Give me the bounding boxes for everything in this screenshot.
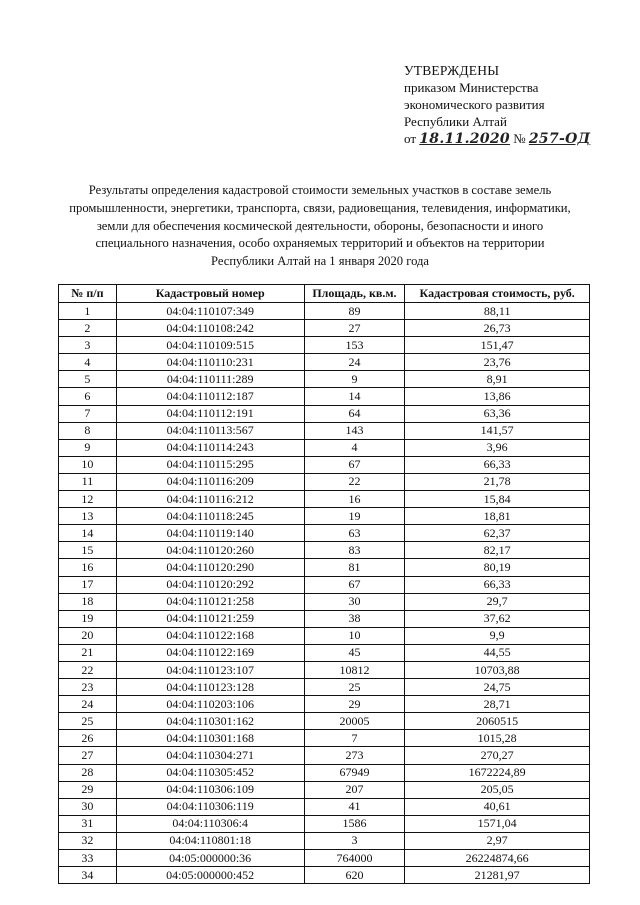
area-sqm: 10812 — [304, 661, 405, 678]
cadastral-number: 04:04:110109:515 — [116, 337, 304, 354]
table-row — [59, 764, 590, 781]
header-cadastral-value: Кадастровая стоимость, руб. — [405, 285, 590, 303]
row-index: 13 — [59, 508, 117, 525]
table-row — [59, 798, 590, 815]
cadastral-number: 04:04:110123:128 — [116, 679, 304, 696]
row-index: 32 — [59, 832, 117, 849]
cadastral-value: 141,57 — [405, 422, 590, 439]
area-sqm: 1586 — [304, 815, 405, 832]
area-sqm: 9 — [304, 371, 405, 388]
cadastral-value: 23,76 — [405, 354, 590, 371]
row-index: 20 — [59, 627, 117, 644]
cadastral-number: 04:05:000000:452 — [116, 867, 304, 884]
title-line: специального назначения, особо охраняемых территорий и объектов на территории — [95, 236, 545, 251]
header-index: № п/п — [59, 285, 117, 303]
cadastral-value: 28,71 — [405, 696, 590, 713]
cadastral-value: 44,55 — [405, 644, 590, 661]
cadastral-value: 40,61 — [405, 798, 590, 815]
table-row — [59, 815, 590, 832]
cadastral-number: 04:04:110121:258 — [116, 593, 304, 610]
row-index: 12 — [59, 491, 117, 508]
area-sqm: 30 — [304, 593, 405, 610]
cadastral-value: 10703,88 — [405, 661, 590, 678]
table-row — [59, 559, 590, 576]
row-index: 34 — [59, 867, 117, 884]
cadastral-number: 04:04:110306:119 — [116, 798, 304, 815]
area-sqm: 67 — [304, 456, 405, 473]
area-sqm: 25 — [304, 679, 405, 696]
cadastral-value: 9,9 — [405, 627, 590, 644]
approval-line-ministry: приказом Министерства — [404, 80, 539, 95]
table-row — [59, 832, 590, 849]
row-index: 5 — [59, 371, 117, 388]
cadastral-value: 66,33 — [405, 576, 590, 593]
table-row — [59, 644, 590, 661]
document-title — [40, 182, 600, 271]
table-row — [59, 405, 590, 422]
row-index: 33 — [59, 850, 117, 867]
table-row — [59, 473, 590, 490]
approval-title: УТВЕРЖДЕНЫ — [404, 63, 500, 78]
cadastral-value: 2060515 — [405, 713, 590, 730]
table-row — [59, 713, 590, 730]
row-index: 7 — [59, 405, 117, 422]
area-sqm: 7 — [304, 730, 405, 747]
cadastral-number: 04:04:110306:4 — [116, 815, 304, 832]
row-index: 29 — [59, 781, 117, 798]
cadastral-value: 13,86 — [405, 388, 590, 405]
handwritten-date: 18.11.2020 — [419, 131, 510, 147]
cadastral-number: 04:04:110122:169 — [116, 644, 304, 661]
handwritten-order-number: 257-ОД — [528, 131, 591, 147]
cadastral-value: 62,37 — [405, 525, 590, 542]
area-sqm: 143 — [304, 422, 405, 439]
row-index: 3 — [59, 337, 117, 354]
cadastral-value-table — [58, 284, 590, 884]
row-index: 26 — [59, 730, 117, 747]
order-line — [404, 130, 590, 148]
table-row — [59, 576, 590, 593]
header-area: Площадь, кв.м. — [304, 285, 405, 303]
cadastral-value: 80,19 — [405, 559, 590, 576]
row-index: 25 — [59, 713, 117, 730]
cadastral-value: 18,81 — [405, 508, 590, 525]
row-index: 24 — [59, 696, 117, 713]
table-row — [59, 696, 590, 713]
cadastral-value: 1672224,89 — [405, 764, 590, 781]
row-index: 2 — [59, 320, 117, 337]
area-sqm: 81 — [304, 559, 405, 576]
cadastral-value: 24,75 — [405, 679, 590, 696]
table-row — [59, 320, 590, 337]
approval-block — [404, 62, 590, 148]
approval-line-department: экономического развития — [404, 97, 545, 112]
cadastral-number: 04:04:110112:191 — [116, 405, 304, 422]
table-row — [59, 388, 590, 405]
cadastral-number: 04:04:110110:231 — [116, 354, 304, 371]
table-body — [59, 303, 590, 884]
row-index: 19 — [59, 610, 117, 627]
table-row — [59, 593, 590, 610]
cadastral-number: 04:04:110116:212 — [116, 491, 304, 508]
area-sqm: 14 — [304, 388, 405, 405]
cadastral-number: 04:04:110113:567 — [116, 422, 304, 439]
cadastral-value: 3,96 — [405, 439, 590, 456]
table-row — [59, 610, 590, 627]
area-sqm: 3 — [304, 832, 405, 849]
cadastral-number: 04:04:110203:106 — [116, 696, 304, 713]
cadastral-number: 04:04:110120:292 — [116, 576, 304, 593]
table-row — [59, 422, 590, 439]
area-sqm: 16 — [304, 491, 405, 508]
area-sqm: 83 — [304, 542, 405, 559]
table-row — [59, 508, 590, 525]
table-row — [59, 303, 590, 320]
table-row — [59, 747, 590, 764]
cadastral-value: 29,7 — [405, 593, 590, 610]
area-sqm: 764000 — [304, 850, 405, 867]
area-sqm: 153 — [304, 337, 405, 354]
row-index: 4 — [59, 354, 117, 371]
cadastral-number: 04:04:110306:109 — [116, 781, 304, 798]
area-sqm: 273 — [304, 747, 405, 764]
cadastral-value: 15,84 — [405, 491, 590, 508]
row-index: 6 — [59, 388, 117, 405]
cadastral-value: 66,33 — [405, 456, 590, 473]
cadastral-number: 04:04:110111:289 — [116, 371, 304, 388]
cadastral-value: 1015,28 — [405, 730, 590, 747]
area-sqm: 29 — [304, 696, 405, 713]
row-index: 27 — [59, 747, 117, 764]
cadastral-value: 205,05 — [405, 781, 590, 798]
cadastral-number: 04:04:110122:168 — [116, 627, 304, 644]
area-sqm: 63 — [304, 525, 405, 542]
title-line: Республики Алтай на 1 января 2020 года — [210, 254, 430, 269]
table-row — [59, 867, 590, 884]
cadastral-number: 04:04:110304:271 — [116, 747, 304, 764]
cadastral-number: 04:04:110120:260 — [116, 542, 304, 559]
cadastral-number: 04:04:110112:187 — [116, 388, 304, 405]
table-row — [59, 627, 590, 644]
area-sqm: 4 — [304, 439, 405, 456]
cadastral-value: 63,36 — [405, 405, 590, 422]
table-row — [59, 354, 590, 371]
row-index: 11 — [59, 473, 117, 490]
cadastral-number: 04:04:110118:245 — [116, 508, 304, 525]
table-header-row — [59, 285, 590, 303]
area-sqm: 64 — [304, 405, 405, 422]
area-sqm: 41 — [304, 798, 405, 815]
number-prefix: № — [513, 131, 526, 146]
table-row — [59, 371, 590, 388]
area-sqm: 27 — [304, 320, 405, 337]
table-row — [59, 542, 590, 559]
cadastral-value: 88,11 — [405, 303, 590, 320]
cadastral-number: 04:04:110115:295 — [116, 456, 304, 473]
table-row — [59, 850, 590, 867]
row-index: 18 — [59, 593, 117, 610]
area-sqm: 38 — [304, 610, 405, 627]
date-prefix: от — [404, 131, 417, 146]
row-index: 10 — [59, 456, 117, 473]
cadastral-number: 04:04:110116:209 — [116, 473, 304, 490]
cadastral-value: 21,78 — [405, 473, 590, 490]
area-sqm: 620 — [304, 867, 405, 884]
cadastral-number: 04:04:110301:162 — [116, 713, 304, 730]
cadastral-number: 04:04:110108:242 — [116, 320, 304, 337]
title-line: земли для обеспечения космической деятельности, обороны, безопасности и иного — [96, 218, 544, 233]
cadastral-number: 04:04:110107:349 — [116, 303, 304, 320]
cadastral-value: 1571,04 — [405, 815, 590, 832]
title-line: промышленности, энергетики, транспорта, связи, радиовещания, телевидения, информатики, — [69, 200, 571, 215]
cadastral-number: 04:04:110123:107 — [116, 661, 304, 678]
row-index: 1 — [59, 303, 117, 320]
row-index: 8 — [59, 422, 117, 439]
cadastral-value: 270,27 — [405, 747, 590, 764]
row-index: 21 — [59, 644, 117, 661]
approval-line-republic: Республики Алтай — [404, 114, 507, 129]
cadastral-value: 21281,97 — [405, 867, 590, 884]
row-index: 30 — [59, 798, 117, 815]
table-row — [59, 337, 590, 354]
area-sqm: 207 — [304, 781, 405, 798]
table-row — [59, 781, 590, 798]
row-index: 22 — [59, 661, 117, 678]
row-index: 28 — [59, 764, 117, 781]
area-sqm: 19 — [304, 508, 405, 525]
area-sqm: 45 — [304, 644, 405, 661]
cadastral-number: 04:04:110114:243 — [116, 439, 304, 456]
cadastral-number: 04:04:110120:290 — [116, 559, 304, 576]
cadastral-value: 26,73 — [405, 320, 590, 337]
cadastral-value: 82,17 — [405, 542, 590, 559]
cadastral-value: 26224874,66 — [405, 850, 590, 867]
row-index: 15 — [59, 542, 117, 559]
cadastral-number: 04:04:110301:168 — [116, 730, 304, 747]
cadastral-value: 37,62 — [405, 610, 590, 627]
area-sqm: 67949 — [304, 764, 405, 781]
header-cadastral-number: Кадастровый номер — [116, 285, 304, 303]
cadastral-value: 2,97 — [405, 832, 590, 849]
cadastral-value: 8,91 — [405, 371, 590, 388]
row-index: 9 — [59, 439, 117, 456]
area-sqm: 22 — [304, 473, 405, 490]
cadastral-number: 04:04:110305:452 — [116, 764, 304, 781]
cadastral-number: 04:05:000000:36 — [116, 850, 304, 867]
row-index: 16 — [59, 559, 117, 576]
table-row — [59, 491, 590, 508]
row-index: 23 — [59, 679, 117, 696]
cadastral-value: 151,47 — [405, 337, 590, 354]
table-row — [59, 525, 590, 542]
row-index: 31 — [59, 815, 117, 832]
table-row — [59, 679, 590, 696]
area-sqm: 24 — [304, 354, 405, 371]
area-sqm: 67 — [304, 576, 405, 593]
title-line: Результаты определения кадастровой стоимости земельных участков в составе земель — [88, 183, 552, 197]
cadastral-number: 04:04:110121:259 — [116, 610, 304, 627]
cadastral-number: 04:04:110119:140 — [116, 525, 304, 542]
row-index: 17 — [59, 576, 117, 593]
row-index: 14 — [59, 525, 117, 542]
table-row — [59, 730, 590, 747]
area-sqm: 89 — [304, 303, 405, 320]
area-sqm: 20005 — [304, 713, 405, 730]
table-row — [59, 439, 590, 456]
table-row — [59, 661, 590, 678]
cadastral-number: 04:04:110801:18 — [116, 832, 304, 849]
area-sqm: 10 — [304, 627, 405, 644]
table-row — [59, 456, 590, 473]
